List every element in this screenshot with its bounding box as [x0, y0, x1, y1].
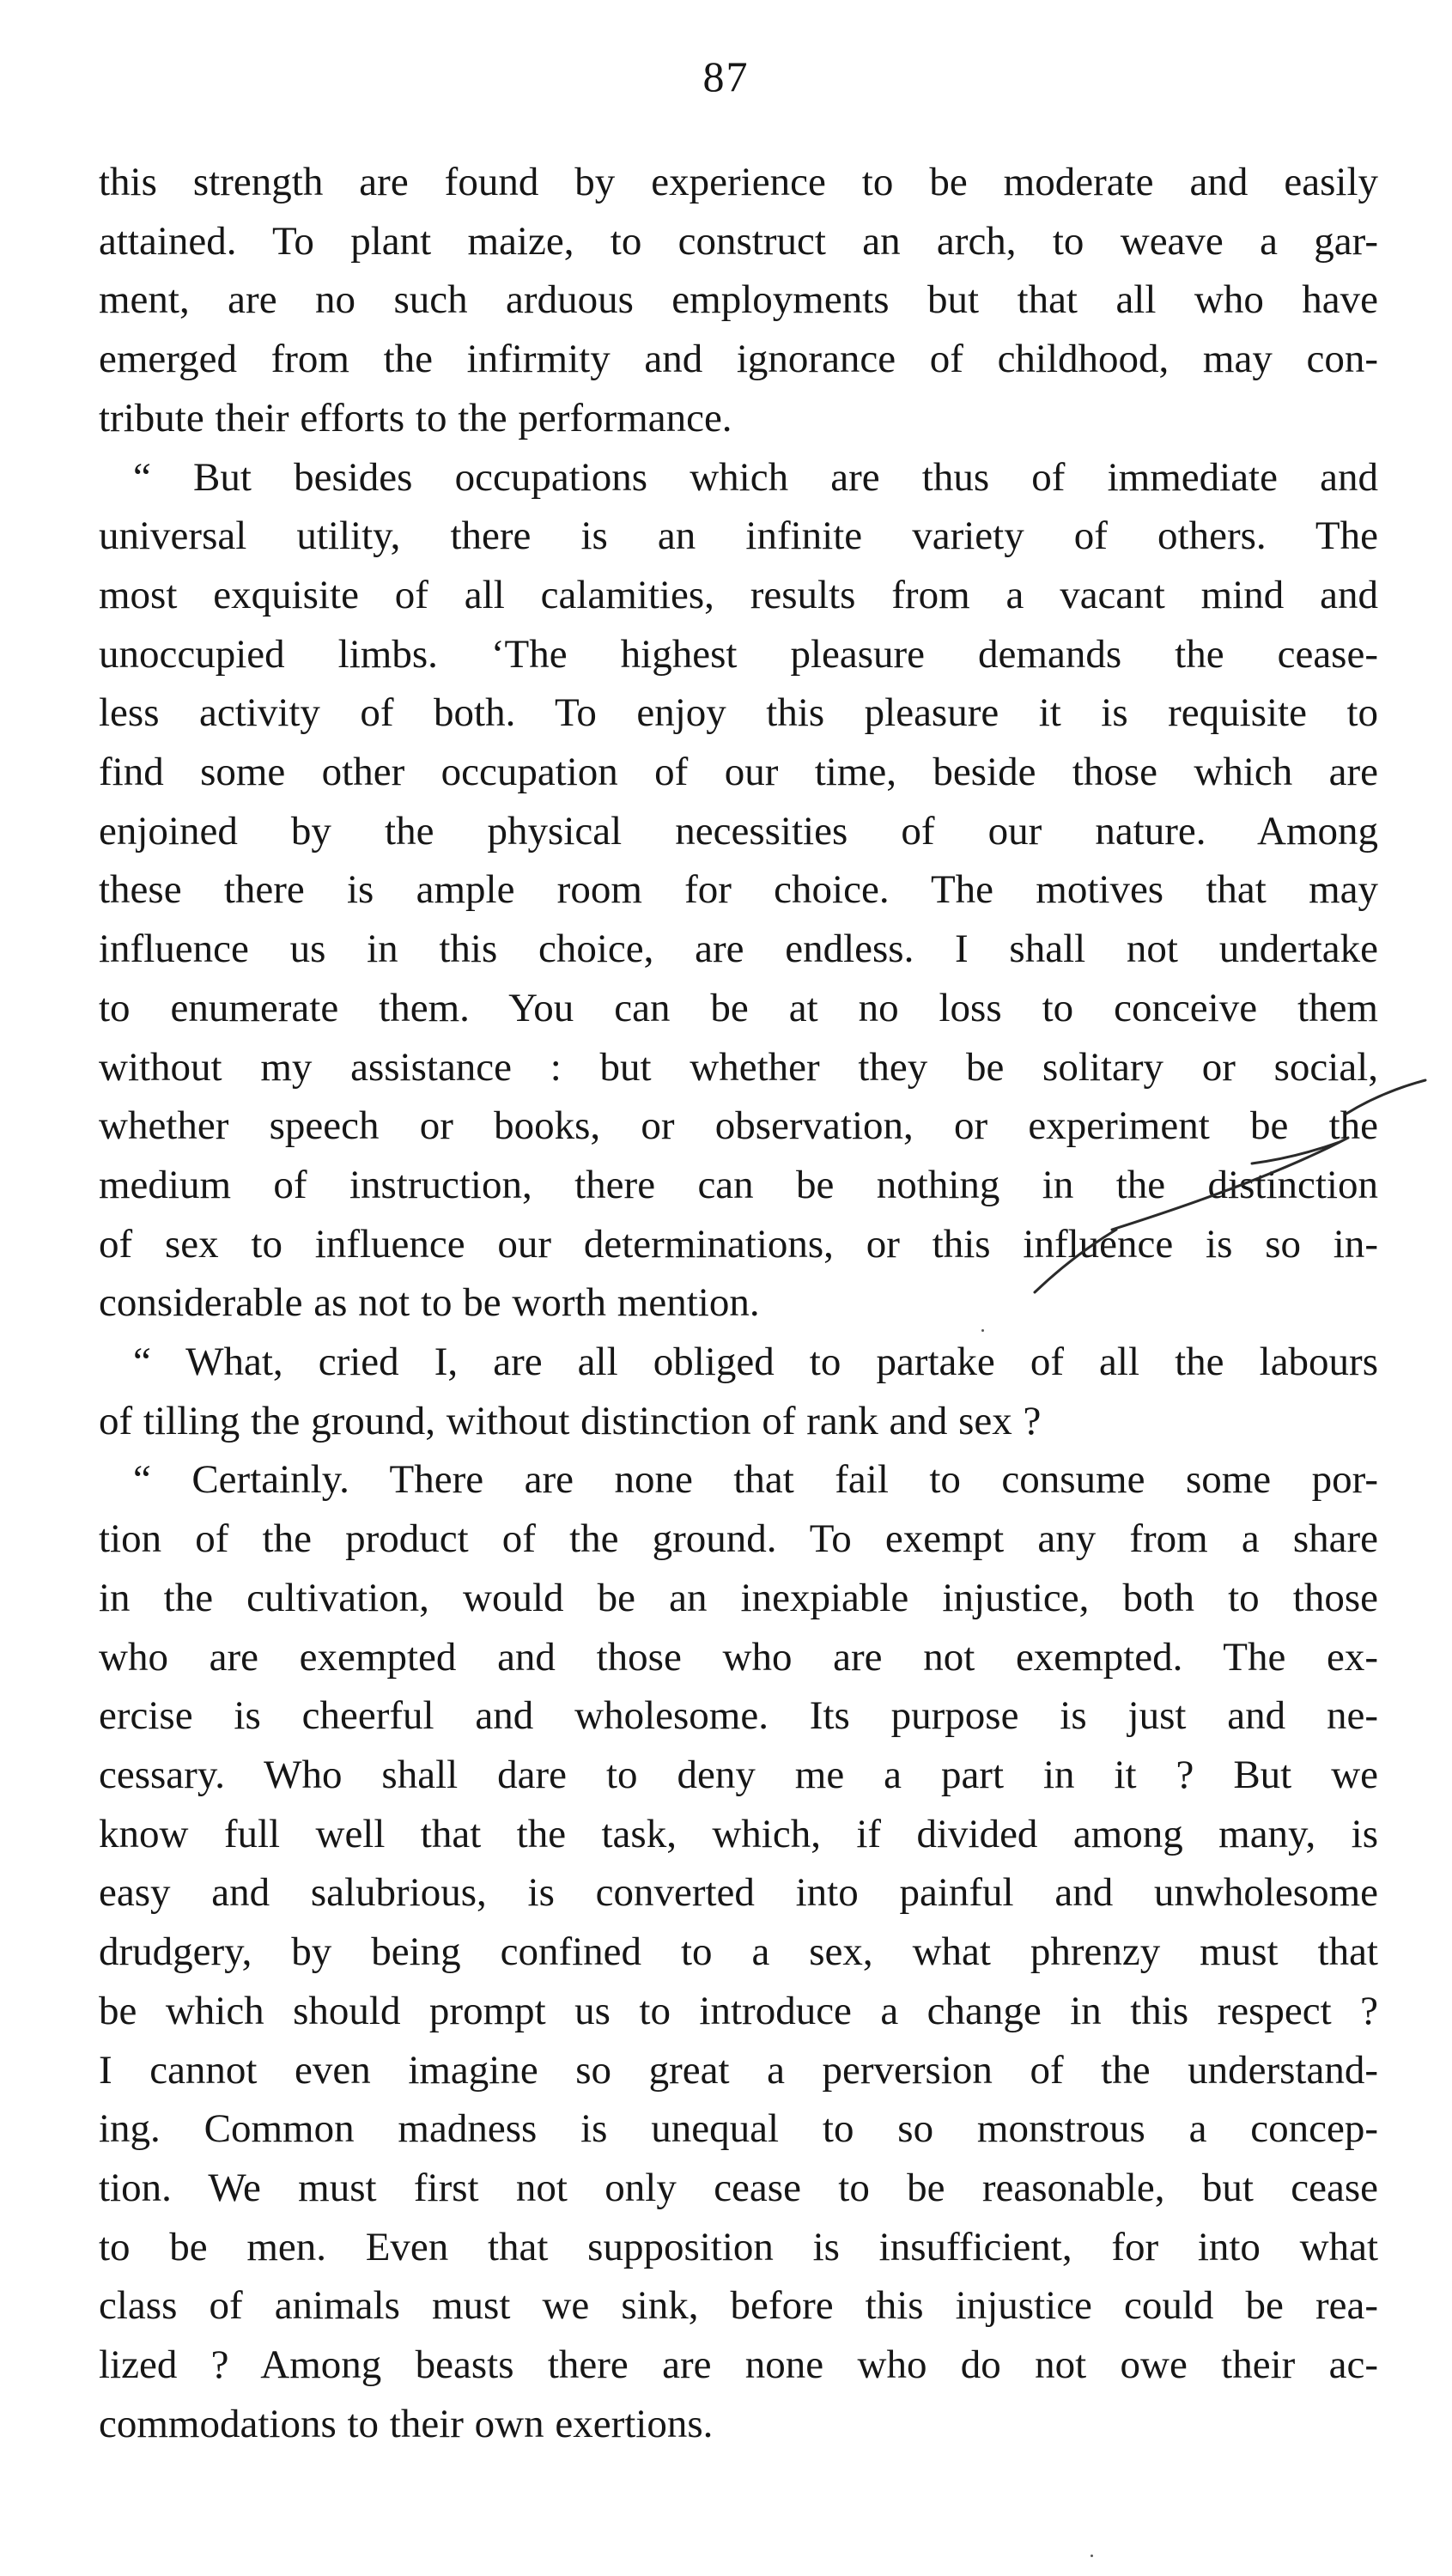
text-line: cessary. Who shall dare to deny me a part in it ? But we [99, 1752, 1378, 1797]
ink-speck [981, 1329, 984, 1332]
text-line: universal utility, there is an infinite variety of others. The [99, 513, 1378, 559]
text-line: lized ? Among beasts there are none who do not owe their ac- [99, 2342, 1378, 2388]
text-line: most exquisite of all calamities, results from a vacant mind and [99, 572, 1378, 617]
paragraph-1 [99, 153, 1378, 448]
text-line: influence us in this choice, are endless. I shall not undertake [99, 927, 1378, 972]
text-line: enjoined by the physical necessities of our nature. Among [99, 808, 1378, 854]
text-line: who are exempted and those who are not exempted. The ex- [99, 1634, 1378, 1680]
paragraph-3 [99, 1333, 1378, 1450]
text-line: I cannot even imagine so great a perversion of the understand- [99, 2047, 1378, 2093]
text-line: of tilling the ground, without distinction of rank and sex ? [99, 1398, 1042, 1443]
text-line: these there is ample room for choice. The motives that may [99, 867, 1378, 913]
text-line: without my assistance : but whether they be solitary or social, [99, 1044, 1378, 1090]
text-line: know full well that the task, which, if divided among many, is [99, 1811, 1378, 1856]
text-line: to be men. Even that supposition is insufficient, for into what [99, 2224, 1378, 2269]
body-text [99, 153, 1378, 2453]
page-number: 87 [702, 52, 750, 100]
text-line: “ Certainly. There are none that fail to consume some por- [133, 1457, 1378, 1503]
text-line: drudgery, by being confined to a sex, what phrenzy must that [99, 1929, 1378, 1975]
text-line: ercise is cheerful and wholesome. Its purpose is just and ne- [99, 1693, 1378, 1739]
text-line: unoccupied limbs. ‘The highest pleasure demands the cease- [99, 631, 1378, 677]
text-line: in the cultivation, would be an inexpiable injustice, both to those [99, 1575, 1378, 1620]
text-line: ment, are no such arduous employments but that all who have [99, 277, 1378, 323]
text-line: to enumerate them. You can be at no loss to conceive them [99, 985, 1378, 1030]
text-line: this strength are found by experience to be moderate and easily [99, 160, 1378, 204]
text-line: find some other occupation of our time, beside those which are [99, 750, 1378, 795]
text-line: tribute their efforts to the performance. [99, 395, 732, 440]
text-line: commodations to their own exertions. [99, 2401, 714, 2446]
text-line: of sex to influence our determinations, or this influence is so in- [99, 1221, 1378, 1267]
text-line: “ But besides occupations which are thus of immediate and [133, 454, 1378, 500]
text-line: easy and salubrious, is converted into painful and unwholesome [99, 1870, 1378, 1916]
text-line: medium of instruction, there can be nothing in the distinction [99, 1162, 1378, 1207]
text-line: “ What, cried I, are all obliged to partake of all the labours [133, 1340, 1378, 1385]
paragraph-2 [99, 448, 1378, 1334]
paragraph-4 [99, 1450, 1378, 2453]
text-line: ing. Common madness is unequal to so monstrous a concep- [99, 2106, 1378, 2152]
text-line: tion. We must first not only cease to be reasonable, but cease [99, 2165, 1378, 2210]
text-line: be which should prompt us to introduce a change in this respect ? [99, 1988, 1378, 2033]
text-line: tion of the product of the ground. To exempt any from a share [99, 1516, 1378, 1562]
text-line: emerged from the infirmity and ignorance of childhood, may con- [99, 337, 1378, 382]
text-line: class of animals must we sink, before this injustice could be rea- [99, 2283, 1378, 2329]
text-line: attained. To plant maize, to construct an arch, to weave a gar- [99, 218, 1378, 264]
text-line: considerable as not to be worth mention. [99, 1280, 760, 1326]
text-line: whether speech or books, or observation, or experiment be the [99, 1103, 1378, 1149]
text-line: less activity of both. To enjoy this pleasure it is requisite to [99, 690, 1378, 736]
ink-speck [1091, 2555, 1093, 2557]
